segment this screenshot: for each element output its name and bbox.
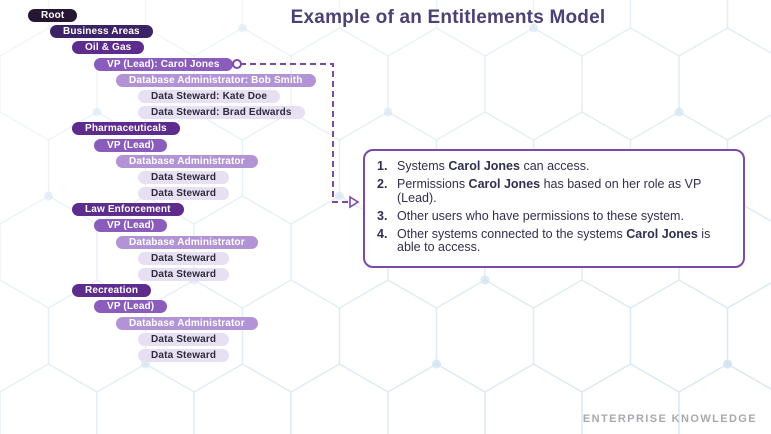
tree-node-pill: Data Steward [138,171,229,184]
tree-row [28,155,316,168]
tree-row [28,268,316,281]
tree-node-pill: VP (Lead) [94,219,167,232]
tree-row [28,187,316,200]
callout-item [373,228,733,255]
tree-node-pill-selected: VP (Lead): Carol Jones [94,58,233,71]
tree-node-pill: Pharmaceuticals [72,122,180,135]
tree-node-pill: Data Steward: Brad Edwards [138,106,305,119]
tree-node-pill: Data Steward [138,333,229,346]
callout-item-number: 4. [377,226,388,241]
tree-row [28,317,316,330]
callout-item-number: 2. [377,177,388,191]
callout-box [363,149,745,268]
tree-node-pill: Law Enforcement [72,203,184,216]
callout-item-text: Permissions Carol Jones has based on her role as VP (Lead). [397,177,702,205]
tree-row [28,252,316,265]
callout-item [373,160,733,174]
tree-row [28,349,316,362]
tree-row [28,9,316,22]
tree-node-pill: Database Administrator: Bob Smith [116,74,316,87]
tree-row [28,139,316,152]
tree-row [28,41,316,54]
tree-row [28,90,316,103]
tree-row [28,74,316,87]
tree-row [28,219,316,232]
tree-row [28,58,316,71]
tree-node-pill: Database Administrator [116,236,258,249]
tree-row [28,300,316,313]
callout-item-text: Other systems connected to the systems Carol Jones is able to access. [397,226,711,254]
tree-row [28,171,316,184]
tree-node-pill: Data Steward [138,252,229,265]
tree-node-pill: Data Steward: Kate Doe [138,90,280,103]
tree-node-pill: Business Areas [50,25,153,38]
tree-node-pill: Oil & Gas [72,41,144,54]
tree-node-pill: Data Steward [138,349,229,362]
tree-node-pill: VP (Lead) [94,300,167,313]
tree-node-pill: Database Administrator [116,317,258,330]
tree-row [28,284,316,297]
tree-node-pill: Recreation [72,284,151,297]
tree-row [28,236,316,249]
callout-item [373,210,733,224]
entitlements-tree [28,9,316,365]
tree-row [28,203,316,216]
tree-node-pill: Data Steward [138,187,229,200]
brand-text: ENTERPRISE KNOWLEDGE [582,413,757,425]
tree-row [28,333,316,346]
callout-item [373,178,733,205]
tree-node-pill: Database Administrator [116,155,258,168]
tree-node-pill: Root [28,9,77,22]
callout-item-text: Systems Carol Jones can access. [397,159,590,173]
tree-node-pill: Data Steward [138,268,229,281]
tree-row [28,106,316,119]
callout-list [373,160,733,255]
page-title: Example of an Entitlements Model [290,7,606,28]
callout-item-number: 1. [377,159,388,173]
callout-item-text: Other users who have permissions to these system. [397,208,684,223]
tree-row [28,25,316,38]
tree-node-pill: VP (Lead) [94,139,167,152]
callout-item-number: 3. [377,208,388,223]
tree-row [28,122,316,135]
